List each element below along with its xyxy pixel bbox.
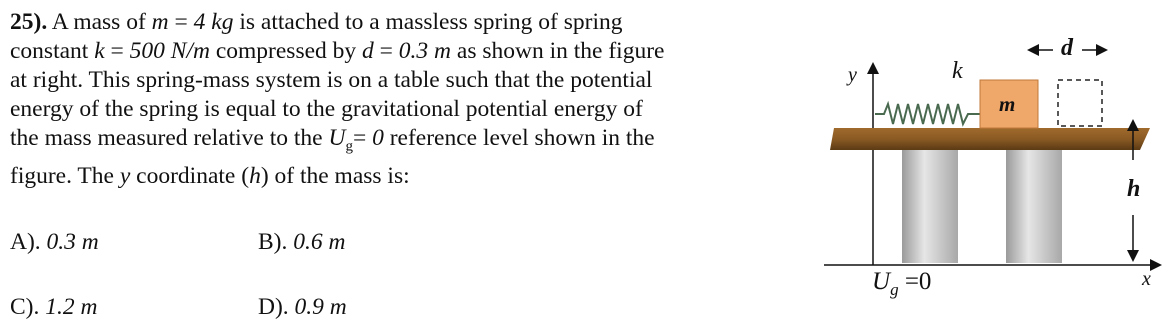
choice-label: B). — [258, 229, 294, 255]
choice-label: D). — [258, 294, 295, 320]
text: coordinate ( — [130, 162, 250, 189]
ug-subscript: g — [890, 280, 899, 299]
table-leg-right — [1006, 145, 1062, 263]
text: reference level shown in the — [383, 125, 655, 151]
d-label: d — [1061, 35, 1073, 61]
table-leg-left — [902, 145, 958, 263]
question-line-2 — [10, 37, 810, 66]
ug-label — [872, 268, 931, 300]
choice-label: C). — [10, 294, 46, 320]
text: = — [352, 125, 373, 151]
choice-a[interactable] — [10, 229, 99, 256]
choice-label: A). — [10, 229, 47, 255]
choice-value: 0.6 m — [293, 229, 346, 255]
table-top — [830, 128, 1150, 150]
question-line-4: energy of the spring is equal to the gravitational potential energy of — [10, 96, 643, 122]
text: A mass of — [47, 9, 152, 35]
text: as shown in the figure — [451, 38, 665, 64]
text: = — [168, 9, 194, 35]
choice-c[interactable] — [10, 294, 97, 321]
h-label: h — [1127, 176, 1141, 202]
text: = — [373, 38, 399, 64]
compression-symbol: d — [362, 38, 374, 64]
equilibrium-box — [1058, 80, 1102, 126]
text: is attached to a massless spring of spring — [233, 9, 623, 35]
spring-constant-symbol: k — [94, 38, 105, 64]
spring-mass-figure — [820, 30, 1165, 330]
question-line-1 — [10, 8, 810, 37]
mass-symbol: m — [151, 9, 169, 35]
text: figure. The — [10, 162, 120, 189]
text: the mass measured relative to the — [10, 125, 329, 151]
mass-value: 4 kg — [193, 9, 234, 35]
question-line-3: at right. This spring-mass system is on a table such that the potential — [10, 67, 653, 93]
ug-value: =0 — [898, 268, 932, 295]
y-symbol: y — [119, 162, 131, 189]
y-axis-label: y — [848, 64, 857, 86]
question-line-6 — [10, 162, 810, 191]
text: = — [104, 38, 130, 64]
question-number: 25). — [10, 9, 48, 35]
ug-symbol: U — [872, 268, 891, 295]
potential-symbol: U — [328, 125, 346, 151]
choice-d[interactable] — [258, 294, 347, 321]
spring — [875, 104, 980, 124]
compression-value: 0.3 m — [398, 38, 452, 64]
text: compressed by — [209, 38, 363, 64]
zero-value: 0 — [372, 125, 384, 151]
mass-label: m — [999, 92, 1016, 116]
question-line-5 — [10, 124, 810, 162]
text: constant — [10, 38, 95, 64]
h-symbol: h — [249, 162, 261, 189]
choice-b[interactable] — [258, 229, 345, 256]
choice-value: 0.3 m — [46, 229, 99, 255]
choice-value: 1.2 m — [45, 294, 98, 320]
spring-label: k — [952, 58, 963, 84]
text: ) of the mass is: — [260, 162, 410, 189]
potential-subscript: g — [345, 138, 353, 155]
spring-constant-value: 500 N/m — [129, 38, 210, 64]
choice-value: 0.9 m — [294, 294, 347, 320]
question-text — [10, 8, 810, 191]
x-axis-label: x — [1142, 268, 1151, 290]
